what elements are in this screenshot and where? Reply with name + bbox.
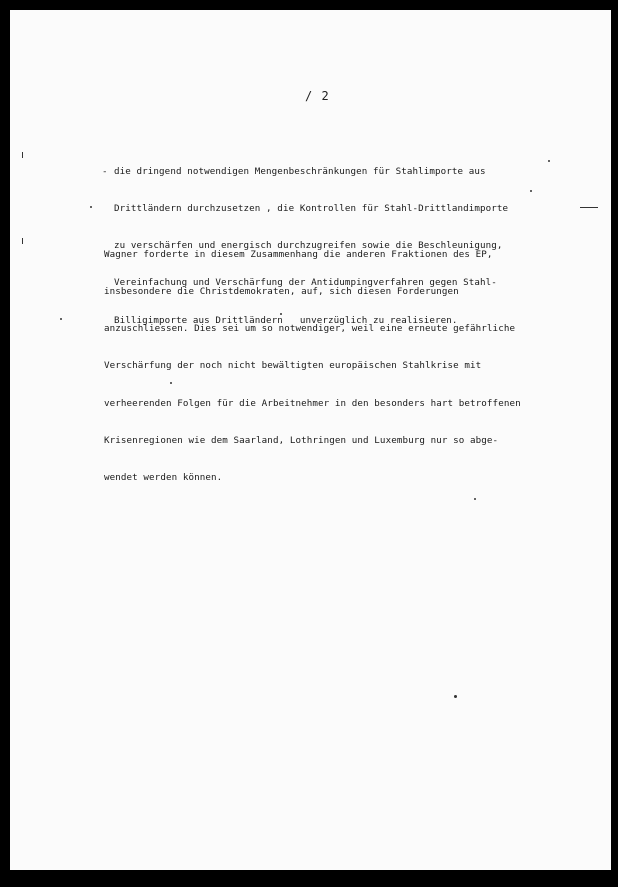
body-paragraph — [104, 224, 521, 509]
scan-speck — [22, 238, 23, 244]
paragraph-line: Krisenregionen wie dem Saarland, Lothringen und Luxemburg nur so abge- — [104, 434, 499, 446]
paragraph-line: verheerenden Folgen für die Arbeitnehmer in den besonders hart betroffenen — [104, 397, 521, 409]
paragraph-line: Wagner forderte in diesem Zusammenhang die anderen Fraktionen des EP, — [104, 248, 493, 260]
scan-speck — [548, 160, 550, 162]
paragraph-line: Verschärfung der noch nicht bewältigten europäischen Stahlkrise mit — [104, 360, 482, 372]
scan-speck — [90, 206, 92, 208]
bullet-line — [102, 203, 508, 215]
bullet-line-text: die dringend notwendigen Mengenbeschränkungen für Stahlimporte aus — [114, 165, 486, 177]
bullet-line-text: Billigimporte aus Drittländern unverzüglich zu realisieren. — [114, 314, 458, 326]
scan-speck — [60, 318, 62, 320]
paragraph-line: insbesondere die Christdemokraten, auf, sich diesen Forderungen — [104, 286, 459, 298]
scan-speck — [454, 695, 457, 698]
bullet-line-text: Drittländern durchzusetzen , die Kontrollen für Stahl-Drittlandimporte — [114, 203, 509, 215]
scan-speck — [22, 152, 23, 158]
scan-speck — [474, 498, 476, 500]
scan-speck — [280, 313, 282, 315]
bullet-line-text: Vereinfachung und Verschärfung der Antidumpingverfahren gegen Stahl- — [114, 277, 497, 289]
paragraph-line: wendet werden können. — [104, 472, 223, 484]
scan-speck — [170, 382, 172, 384]
bullet-dash: - — [102, 165, 108, 177]
bullet-line-text: zu verschärfen und energisch durchzugreifen sowie die Beschleunigung, — [114, 240, 503, 252]
scan-speck — [530, 190, 532, 192]
bullet-line — [102, 166, 508, 178]
scan-speck — [580, 207, 598, 208]
document-page — [10, 10, 611, 870]
paragraph-line: anzuschliessen. Dies sei um so notwendiger, weil eine erneute gefährliche — [104, 323, 516, 335]
page-number: / 2 — [305, 89, 330, 103]
